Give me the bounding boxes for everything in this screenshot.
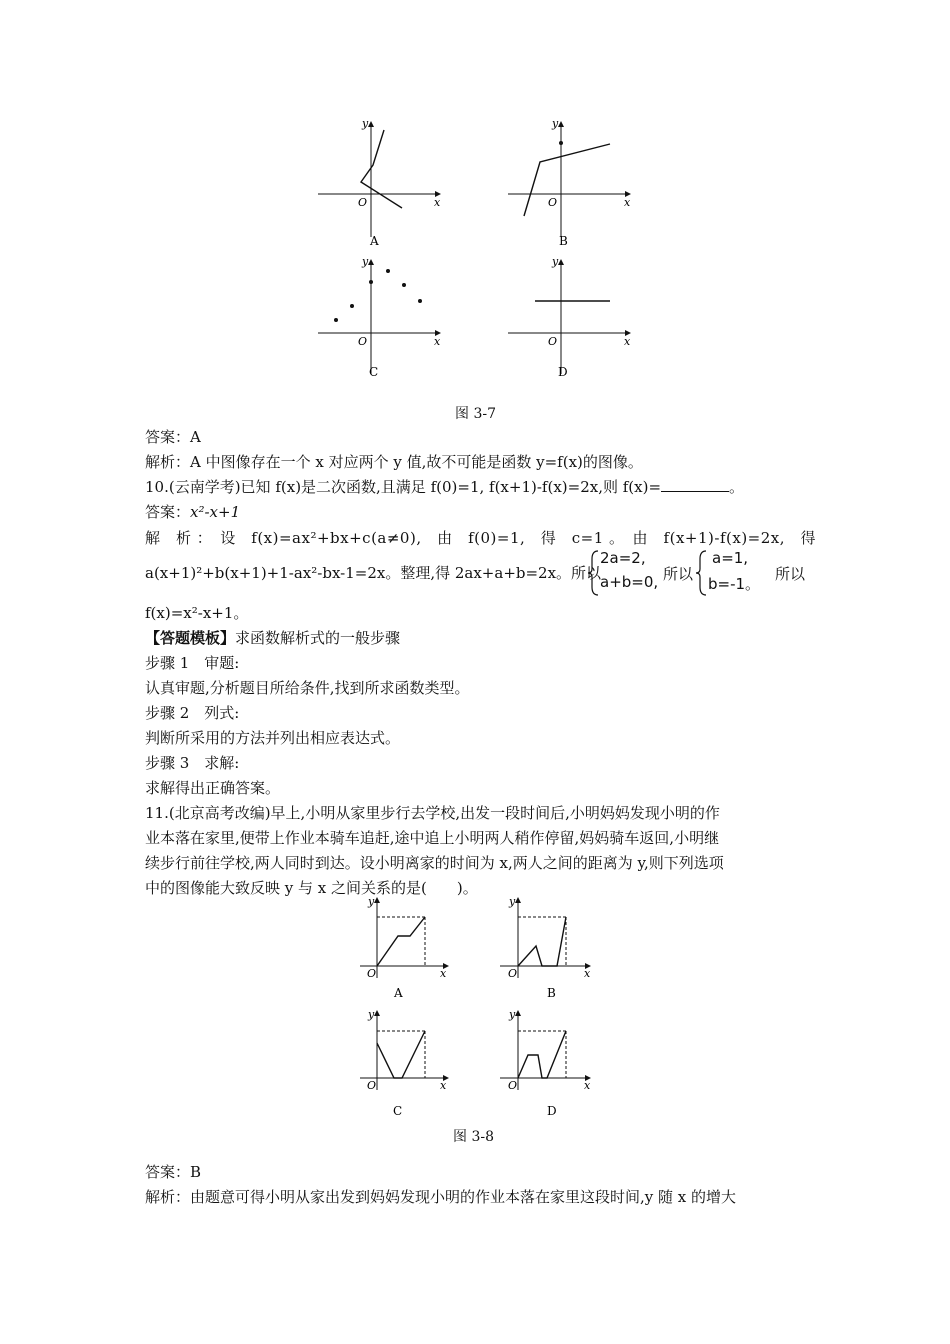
label-8c: C (393, 1104, 403, 1118)
so-1: 所以 (663, 565, 694, 583)
q11-analysis: 解析：由题意可得小明从家出发到妈妈发现小明的作业本落在家里这段时间,y 随 x 的增大 (145, 1188, 737, 1206)
svg-text:y: y (362, 255, 369, 268)
graph-8a (360, 895, 448, 980)
label-a: A (370, 234, 379, 248)
figure-3-7-caption: 图 3-7 (455, 406, 496, 422)
svg-text:O: O (367, 1079, 377, 1092)
svg-text:x: x (624, 196, 631, 209)
svg-text:y: y (509, 895, 516, 908)
svg-text:O: O (358, 196, 368, 209)
step-1: 步骤 1 审题: (145, 654, 240, 672)
svg-text:O: O (358, 335, 368, 348)
figure-3-8 (350, 893, 610, 1123)
label-b: B (559, 234, 568, 248)
svg-text:x: x (440, 1079, 447, 1092)
label-c: C (369, 365, 379, 379)
q11-line-4: 中的图像能大致反映 y 与 x 之间关系的是( )。 (145, 879, 478, 897)
equation-system-2: a=1, b=-1。 (694, 549, 774, 597)
svg-text:y: y (509, 1008, 516, 1021)
svg-text:x: x (624, 335, 631, 348)
svg-text:O: O (548, 335, 558, 348)
q11-line-2: 业本落在家里,便带上作业本骑车追赶,途中追上小明两人稍作停留,妈妈骑车返回,小明继 (145, 829, 720, 847)
step-3: 步骤 3 求解: (145, 754, 240, 772)
step-2-text: 判断所采用的方法并列出相应表达式。 (145, 729, 401, 747)
svg-text:O: O (367, 967, 377, 980)
step-2: 步骤 2 列式: (145, 704, 240, 722)
q10-analysis-3: f(x)=x²-x+1。 (145, 604, 249, 622)
svg-text:x: x (434, 335, 441, 348)
svg-text:x: x (584, 967, 591, 980)
svg-text:O: O (548, 196, 558, 209)
graph-8b (500, 895, 591, 980)
template-heading: 【答题模板】求函数解析式的一般步骤 (145, 629, 401, 647)
step-1-text: 认真审题,分析题目所给条件,找到所求函数类型。 (145, 679, 470, 697)
label-8a: A (394, 986, 403, 1000)
q10-answer: 答案：x²-x+1 (145, 503, 241, 521)
q9-answer: 答案：A (145, 428, 201, 446)
q10-question: 10.(云南学考)已知 f(x)是二次函数,且满足 f(0)=1, f(x+1)-f(x)=2x,则 f(x)= 。 (145, 478, 745, 496)
svg-text:O: O (508, 1079, 518, 1092)
graph-d (508, 255, 631, 374)
svg-text:x: x (584, 1079, 591, 1092)
step-3-text: 求解得出正确答案。 (145, 779, 281, 797)
label-8b: B (547, 986, 556, 1000)
graph-c (318, 255, 441, 374)
equation-system-1: 2a=2, a+b=0, (586, 549, 666, 597)
so-2: 所以 (775, 565, 806, 583)
graph-8c (360, 1008, 448, 1092)
q11-answer: 答案：B (145, 1163, 202, 1181)
answer-blank (661, 477, 729, 492)
svg-text:x: x (440, 967, 447, 980)
q9-analysis: 解析：A 中图像存在一个 x 对应两个 y 值,故不可能是函数 y=f(x)的图像。 (145, 453, 643, 471)
q10-analysis-2: a(x+1)²+b(x+1)+1-ax²-bx-1=2x。整理,得 2ax+a+b=2x。所以 (145, 564, 602, 582)
label-8d: D (547, 1104, 557, 1118)
graph-a (318, 117, 441, 237)
q11-line-3: 续步行前往学校,两人同时到达。设小明离家的时间为 x,两人之间的距离为 y,则下列选项 (145, 854, 724, 872)
figure-3-7 (300, 112, 650, 397)
svg-text:y: y (368, 895, 375, 908)
svg-text:y: y (368, 1008, 375, 1021)
svg-text:y: y (552, 255, 559, 268)
q10-analysis-1: 解 析 ： 设 f(x)=ax²+bx+c(a≠0), 由 f(0)=1, 得 c=1 。 由 f(x+1)-f(x)=2x, 得 (145, 529, 817, 547)
svg-text:O: O (508, 967, 518, 980)
graph-b (508, 117, 631, 237)
graph-8d (500, 1008, 591, 1092)
figure-3-8-caption: 图 3-8 (453, 1129, 494, 1145)
svg-text:y: y (552, 117, 559, 130)
svg-text:x: x (434, 196, 441, 209)
svg-text:y: y (362, 117, 369, 130)
q11-line-1: 11.(北京高考改编)早上,小明从家里步行去学校,出发一段时间后,小明妈妈发现小明的作 (145, 804, 720, 822)
label-d: D (558, 365, 568, 379)
